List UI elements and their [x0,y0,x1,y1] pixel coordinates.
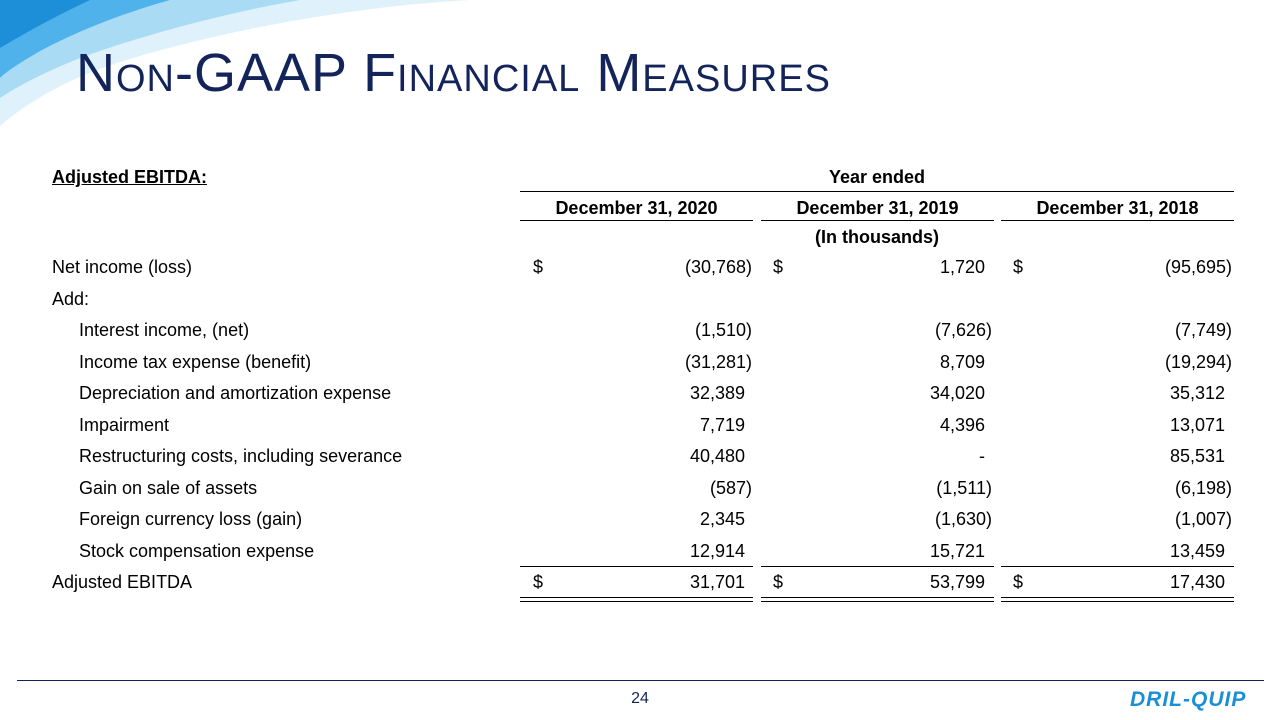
cell-value: 4,396 [939,414,985,435]
cell-value: 1,720 [939,257,985,277]
currency-symbol: $ [773,572,784,592]
cell-value: 12,914 [689,540,745,561]
cell-value: (7,626) [934,320,992,340]
currency-symbol: $ [1013,257,1024,277]
table-row [0,315,1280,345]
row-label: Impairment [79,414,170,435]
cell-value: (1,510) [694,320,752,340]
table-row [0,473,1280,503]
column-header-row [0,193,1280,223]
currency-symbol: $ [1013,572,1024,592]
total-double-rule [520,597,753,602]
cell-value: 13,071 [1169,414,1225,435]
cell-value: 34,020 [929,383,985,403]
column-rule [1001,220,1234,221]
row-label: Adjusted EBITDA [52,572,193,592]
table-header-row [0,162,1280,192]
cell-value: (1,511) [936,477,992,498]
row-label: Income tax expense (benefit) [79,351,312,372]
row-label: Depreciation and amortization expense [79,383,392,403]
cell-value: 53,799 [929,572,985,592]
row-label: Net income (loss) [52,257,193,277]
column-header-2019: December 31, 2019 [796,198,959,218]
table-row [0,504,1280,534]
total-double-rule [1001,597,1234,602]
cell-value: 15,721 [929,540,985,561]
table-row [0,378,1280,408]
table-row [0,347,1280,377]
cell-value: (7,749) [1174,320,1232,340]
table-row [0,252,1280,282]
column-rule [520,220,753,221]
currency-symbol: $ [533,572,544,592]
table-row [0,567,1280,597]
row-label: Interest income, (net) [79,320,250,340]
units-row [0,222,1280,252]
cell-value: - [979,446,985,466]
column-rule [761,220,994,221]
period-header-rule [520,191,1234,192]
cell-value: (6,198) [1174,477,1232,498]
company-logo: DRIL-QUIP [1130,688,1247,711]
currency-symbol: $ [773,257,784,277]
row-label: Stock compensation expense [79,540,315,561]
total-double-rule [761,597,994,602]
units-label: (In thousands) [815,227,939,247]
cell-value: 7,719 [699,414,745,435]
page-number: 24 [631,690,649,707]
table-row [0,284,1280,314]
cell-value: 35,312 [1169,383,1225,403]
row-label: Foreign currency loss (gain) [79,509,303,529]
table-row [0,441,1280,471]
cell-value: 13,459 [1169,540,1225,561]
currency-symbol: $ [533,257,544,277]
page-title: Non-GAAP Financial Measures [76,43,831,103]
cell-value: (19,294) [1164,351,1232,372]
column-header-2018: December 31, 2018 [1036,198,1199,218]
period-header: Year ended [828,167,926,187]
cell-value: (95,695) [1164,257,1232,277]
column-header-2020: December 31, 2020 [555,198,718,218]
cell-value: 2,345 [699,509,745,529]
section-label: Adjusted EBITDA: [52,167,207,187]
cell-value: 8,709 [939,351,985,372]
cell-value: (1,007) [1174,509,1232,529]
subtotal-rule [761,566,994,567]
cell-value: (31,281) [684,351,752,372]
cell-value: 17,430 [1169,572,1225,592]
cell-value: (30,768) [684,257,752,277]
cell-value: (587) [709,477,752,498]
cell-value: (1,630) [934,509,992,529]
cell-value: 40,480 [689,446,745,466]
table-row [0,536,1280,566]
subtotal-rule [1001,566,1234,567]
footer-rule [17,680,1264,681]
row-label: Add: [52,288,90,309]
cell-value: 85,531 [1169,446,1225,466]
row-label: Gain on sale of assets [79,477,258,498]
cell-value: 31,701 [689,572,745,592]
subtotal-rule [520,566,753,567]
row-label: Restructuring costs, including severance [79,446,403,466]
table-row [0,410,1280,440]
cell-value: 32,389 [689,383,745,403]
